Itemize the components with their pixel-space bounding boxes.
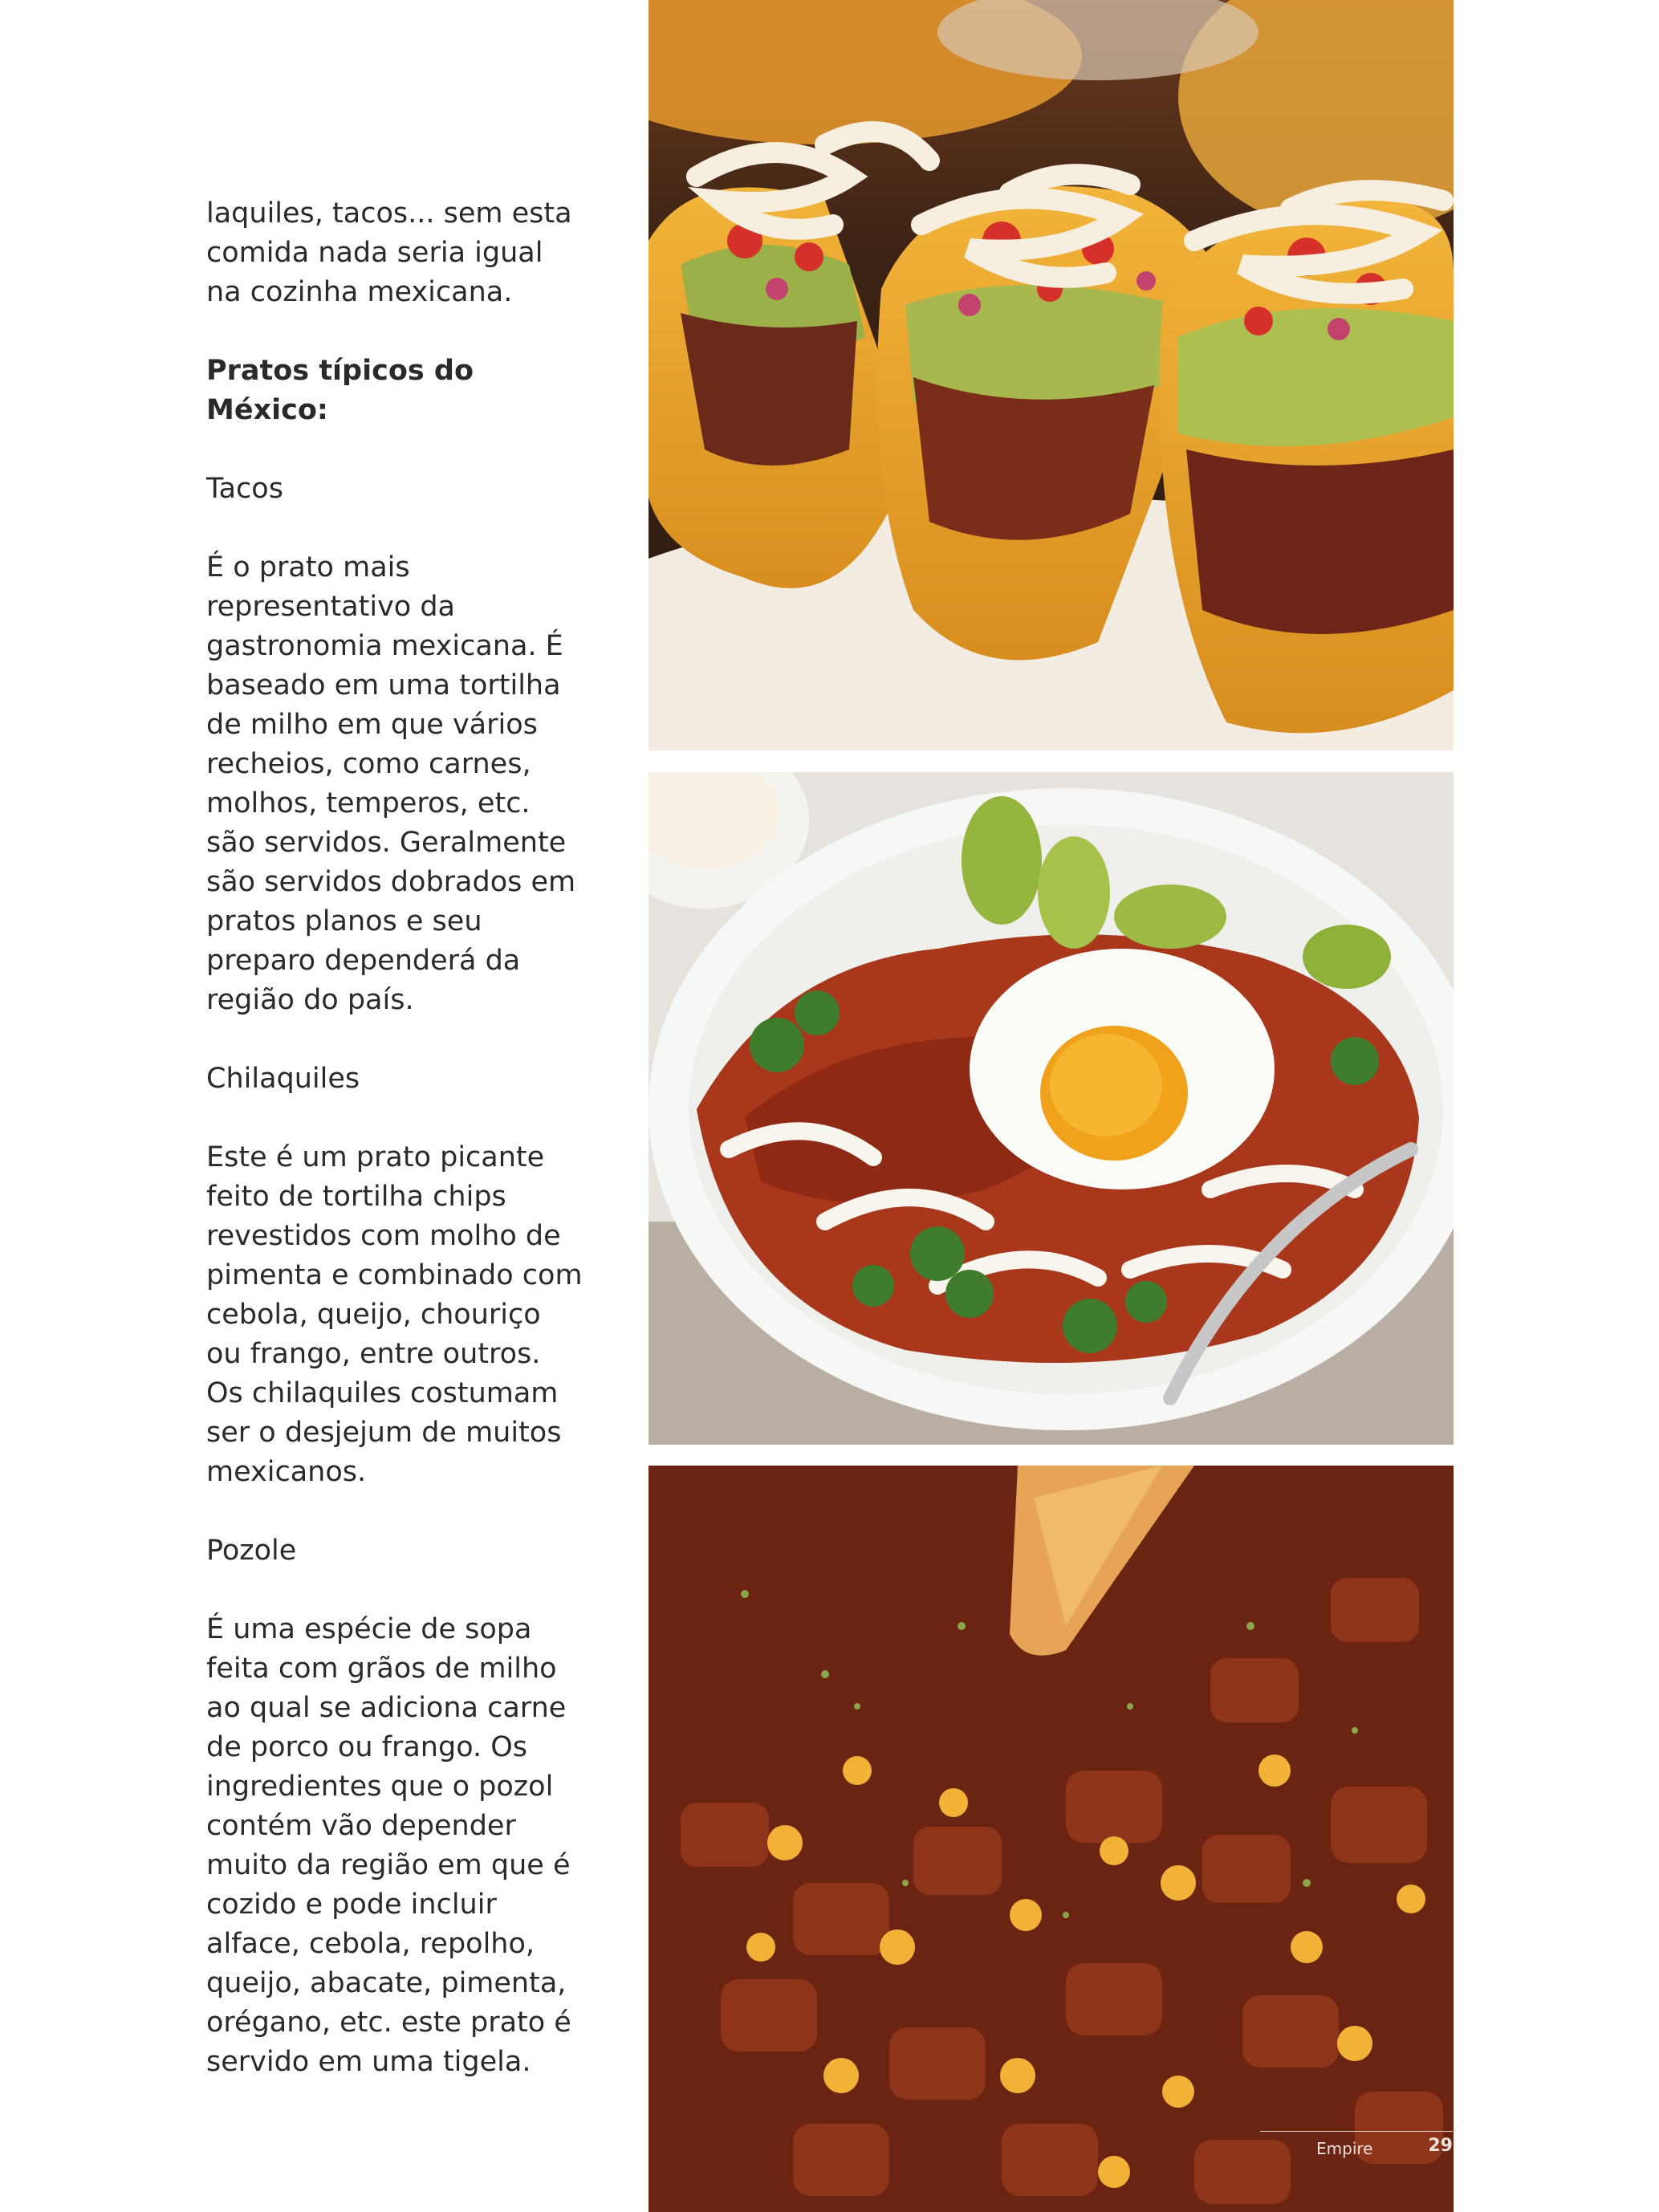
dish-title-pozole: Pozole [206, 1535, 297, 1567]
article-text-column [206, 194, 583, 2082]
dish-title-chilaquiles: Chilaquiles [206, 1063, 360, 1095]
page-footer [1260, 2131, 1453, 2160]
chilaquiles-description: Este é um prato picante feito de tortilha chips revestidos com molho de pimenta e combinado com cebola, queijo, chouriço ou frango, entre outros. Os chilaquiles costumam ser o desjejum de muitos mexicanos. [206, 1141, 583, 1488]
dish-title-tacos: Tacos [206, 473, 283, 505]
intro-paragraph: laquiles, tacos... sem esta comida nada seria igual na cozinha mexicana. [206, 197, 572, 308]
footer-brand: Empire [1316, 2139, 1373, 2158]
footer-divider [1260, 2131, 1453, 2132]
pozole-photo [649, 1466, 1454, 2212]
tacos-photo [649, 0, 1454, 750]
pozole-description: É uma espécie de sopa feita com grãos de milho ao qual se adiciona carne de porco ou frango. Os ingredientes que o pozol contém vão depender muito da região em que é cozido e pode incluir alface, cebola, repolho, queijo, abacate, pimenta, orégano, etc. este prato é servido em uma tigela. [206, 1613, 571, 2078]
page-number: 29 [1428, 2136, 1453, 2156]
chilaquiles-photo [649, 772, 1454, 1445]
tacos-description: É o prato mais representativo da gastronomia mexicana. É baseado em uma tortilha de milho em que vários recheios, como carnes, molhos, temperos, etc. são servidos. Geralmente são servidos dobrados em pratos planos e seu preparo dependerá da região do país. [206, 551, 576, 1016]
section-heading: Pratos típicos do México: [206, 355, 474, 426]
